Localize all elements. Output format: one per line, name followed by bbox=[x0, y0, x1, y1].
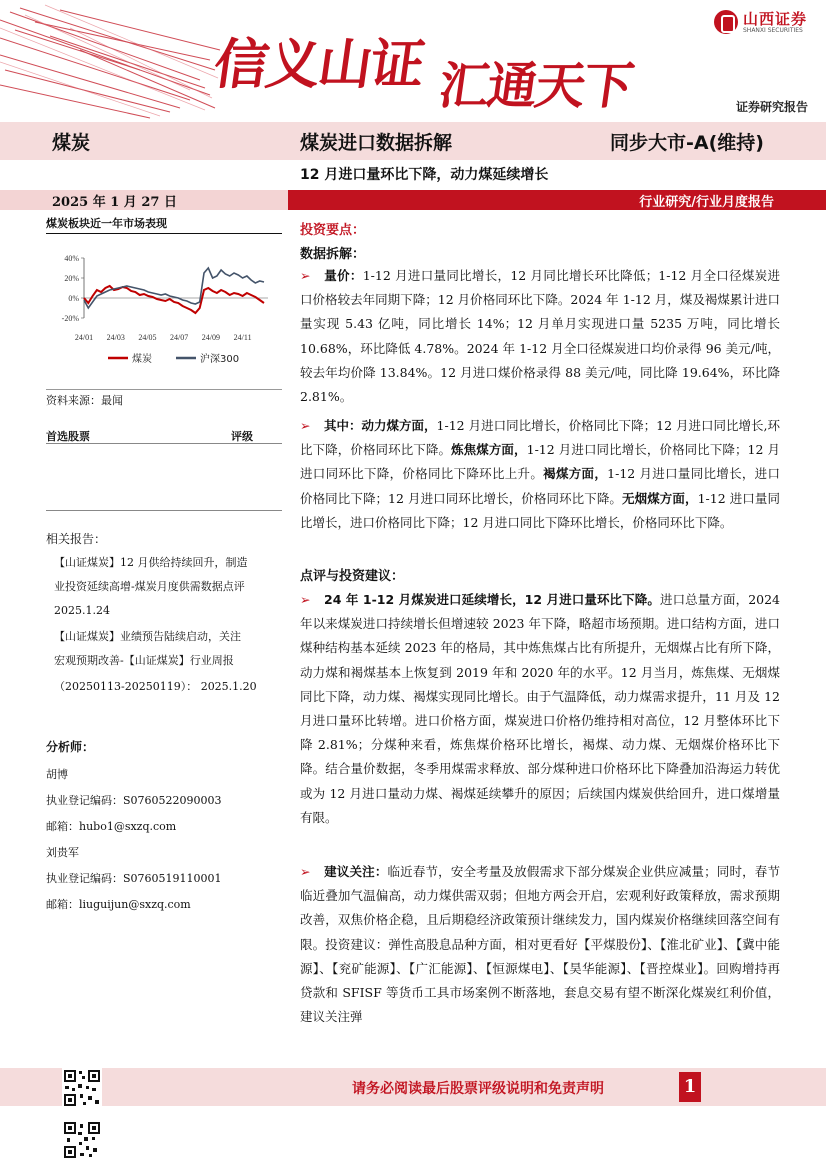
related-line: 2025.1.24 bbox=[54, 604, 110, 617]
report-type: 证券研究报告 bbox=[735, 100, 808, 114]
x-tick-label: 24/09 bbox=[201, 333, 221, 342]
para-lead: 褐煤方面， bbox=[543, 466, 608, 482]
comment-title bbox=[300, 564, 780, 589]
y-tick-label: 20% bbox=[64, 274, 79, 283]
y-tick-label: 0% bbox=[68, 294, 79, 303]
analyst-email[interactable]: 邮箱：hubo1@sxzq.com bbox=[46, 820, 177, 833]
para-text: 1-12 月进口同比增长，价格同比下降；12 月进口同环比下降，价格同比下降环比上升。 bbox=[300, 442, 780, 482]
report-category: 行业研究/行业月度报告 bbox=[639, 195, 774, 210]
para-text: 1-12 月进口同比增长，价格同比下降；12 月进口同比增长,环比下降，价格同环比下降。 bbox=[300, 418, 780, 458]
page-title: 煤炭进口数据拆解 bbox=[300, 132, 453, 154]
slogan-part1: 信义山证 bbox=[210, 33, 427, 96]
y-tick-label: -20% bbox=[61, 314, 79, 323]
market-chart bbox=[46, 246, 282, 376]
para-lead: 炼焦煤方面， bbox=[451, 442, 527, 458]
invest-title bbox=[300, 218, 780, 243]
y-tick-label: 40% bbox=[64, 254, 79, 263]
analyst-email[interactable]: 邮箱：liuguijun@sxzq.com bbox=[46, 898, 191, 911]
para-text: 1-12 进口量同比增长，进口价格同比下降；12 月进口同比下降环比增长，价格同环比下降。 bbox=[300, 490, 780, 530]
analyst-name: 胡博 bbox=[46, 768, 68, 781]
para-lead: 其中：动力煤方面， bbox=[324, 418, 437, 433]
company-logo bbox=[714, 8, 814, 38]
disclaimer-text: 请务必阅读最后股票评级说明和免责声明 bbox=[352, 1081, 604, 1097]
paragraph-comment bbox=[300, 588, 780, 830]
bullet-arrow-icon: ➢ bbox=[300, 418, 311, 433]
para-text: 临近春节，安全考量及放假需求下部分煤炭企业供应减量；同时，春节临近叠加气温偏高，动力煤供需双弱；但地方两会开启，宏观利好政策释放，需求预期改善，双焦价格企稳，且后期稳经济政策预计继续发力，国内煤炭价格继续回落空间有限。投资建议：弹性高股息品种方面，相对更看好【平煤股份】、【淮北矿业】、【冀中能源】、【兖矿能源】、【广汇能源】、【恒源煤电】、【昊华能源】、【晋控煤业】。回购增持再贷款和 SFISF 等货币工具市场案例不断落地，套息交易有望不断深化煤炭红利价值，建议关注弹 bbox=[300, 864, 780, 1025]
page-number: 1 bbox=[679, 1072, 701, 1102]
slogan-part2: 汇通天下 bbox=[435, 57, 636, 115]
legend-label: 煤炭 bbox=[132, 354, 152, 365]
header-banner bbox=[0, 0, 826, 122]
comment-heading: 点评与投资建议： bbox=[300, 569, 405, 584]
related-line[interactable]: 【山证煤炭】12 月供给持续回升，制造 bbox=[54, 556, 248, 569]
analyst-license: 执业登记编码：S0760522090003 bbox=[46, 794, 222, 807]
qr-code-icon[interactable] bbox=[62, 1120, 102, 1160]
analyst-name: 刘贵军 bbox=[46, 846, 79, 859]
data-heading: 数据拆解： bbox=[300, 247, 366, 262]
x-tick-label: 24/11 bbox=[233, 333, 252, 342]
logo-cn: 山西证券 bbox=[743, 10, 808, 28]
para-text: 进口总量方面，2024 年以来煤炭进口持续增长但增速较 2023 年下降，略超市场预期。进口结构方面，进口煤种结构基本延续 2023 年的格局，其中炼焦煤占比有所提升，无烟煤占比有所下降，动力煤和褐煤基本上恢复到 2019 年和 2020 年的水平。12 月当月，炼焦煤、无烟煤同比下降，动力煤、褐煤实现同比增长。由于气温降低，动力煤需求提升，11 月及 12 月进口量环比转增。进口价格方面，煤炭进口价格仍维持相对高位，12 月整体环比下降 2.81%；分煤种来看，炼焦煤价格环比增长，褐煤、动力煤、无烟煤价格环比下降。结合量价数据，冬季用煤需求释放、部分煤种进口价格环比下降叠加沿海运力转优或为 12 月进口量动力煤、褐煤延续攀升的原因；后续国内煤炭供给回升，进口煤增量有限。 bbox=[300, 592, 781, 825]
invest-heading: 投资要点： bbox=[300, 223, 366, 238]
chart-source: 资料来源：最闻 bbox=[46, 389, 282, 408]
related-title: 相关报告： bbox=[46, 532, 107, 546]
para-text: 1-12 月进口量同比增长，进口价格同比下降；12 月进口同环比增长，价格同环比下降。 bbox=[300, 466, 780, 506]
industry-name: 煤炭 bbox=[52, 132, 91, 154]
bullet-arrow-icon: ➢ bbox=[300, 592, 311, 607]
chart-svg bbox=[46, 246, 282, 376]
related-line[interactable]: 宏观预期改善-【山证煤炭】行业周报 bbox=[54, 654, 234, 667]
stock-table-bottom bbox=[46, 510, 282, 511]
legend-label: 沪深300 bbox=[200, 354, 240, 365]
analyst-title: 分析师： bbox=[46, 740, 95, 754]
para-lead: 量价： bbox=[324, 268, 363, 283]
rating-header: 评级 bbox=[231, 430, 253, 443]
x-tick-label: 24/05 bbox=[138, 333, 157, 342]
related-line[interactable]: 业投资延续高增-煤炭月度供需数据点评 bbox=[54, 580, 245, 593]
related-line: （20250113-20250119）： 2025.1.20 bbox=[54, 680, 257, 693]
stock-table-header bbox=[46, 428, 282, 444]
chart-title: 煤炭板块近一年市场表现 bbox=[46, 215, 282, 234]
para-text: 1-12 月进口量同比增长，12 月同比增长环比降低；1-12 月全口径煤炭进口价格较去年同期下降；12 月价格同环比下降。2024 年 1-12 月，煤及褐煤累计进口量实现 5.43 亿吨，同比增长 14%；12 月单月实现进口量 5235 万吨，同比增长 10.68%，环比降低 4.78%。2024 年 1-12 月全口径煤炭进口均价录得 96 美元/吨，较去年均价降 13.84%。12 月进口煤价格录得 88 美元/吨，同比降 19.64%，环比降 2.81%。 bbox=[300, 268, 780, 405]
x-tick-label: 24/07 bbox=[170, 333, 189, 342]
para-lead: 无烟煤方面， bbox=[622, 490, 698, 506]
logo-en: SHANXI SECURITIES bbox=[743, 27, 803, 34]
bullet-arrow-icon: ➢ bbox=[300, 268, 311, 283]
industry-rating: 同步大市-A(维持) bbox=[610, 132, 764, 154]
qr-code-icon[interactable] bbox=[62, 1068, 102, 1108]
analyst-license: 执业登记编码：S0760519110001 bbox=[46, 872, 222, 885]
para-lead: 24 年 1-12 月煤炭进口延续增长，12 月进口量环比下降。 bbox=[324, 592, 660, 607]
x-tick-label: 24/01 bbox=[74, 333, 94, 342]
paragraph-suggestion bbox=[300, 860, 780, 1029]
para-lead: 建议关注： bbox=[324, 864, 388, 879]
related-line[interactable]: 【山证煤炭】业绩预告陆续启动，关注 bbox=[54, 630, 241, 643]
paragraph-coal-types bbox=[300, 414, 780, 535]
bullet-arrow-icon: ➢ bbox=[300, 864, 311, 879]
logo-icon bbox=[714, 10, 738, 34]
stock-header: 首选股票 bbox=[46, 430, 90, 443]
report-date: 2025 年 1 月 27 日 bbox=[52, 195, 177, 210]
page-subtitle: 12 月进口量环比下降，动力煤延续增长 bbox=[300, 167, 549, 183]
x-tick-label: 24/03 bbox=[106, 333, 125, 342]
paragraph-volume-price bbox=[300, 264, 780, 409]
